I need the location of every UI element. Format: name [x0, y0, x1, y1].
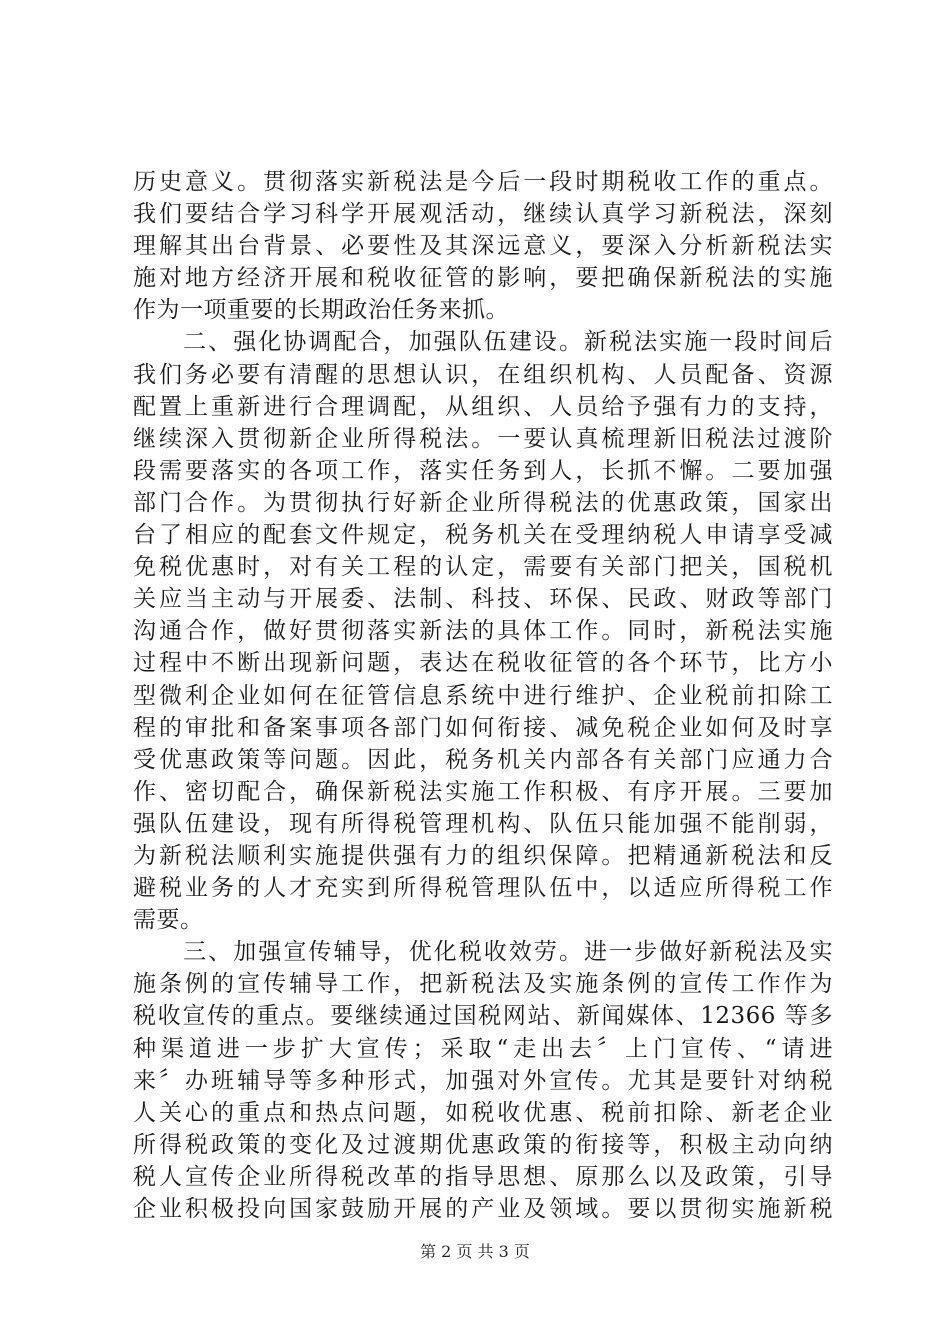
text-line: 为新税法顺利实施提供强有力的组织保障。把精通新税法和反: [133, 842, 833, 869]
text-line: 作为一项重要的长期政治任务来抓。: [133, 297, 509, 324]
text-line: 受优惠政策等问题。因此，税务机关内部各有关部门应通力合: [133, 746, 833, 773]
text-line: 所得税政策的变化及过渡期优惠政策的衔接等，积极主动向纳: [133, 1131, 833, 1158]
page-footer: 第 2 页 共 3 页: [420, 1242, 530, 1261]
text-line: 作、密切配合，确保新税法实施工作积极、有序开展。三要加: [133, 778, 833, 805]
text-line: 程的审批和备案事项各部门如何衔接、减免税企业如何及时享: [133, 714, 833, 741]
text-line: 我们要结合学习科学开展观活动，继续认真学习新税法，深刻: [133, 201, 833, 228]
text-line: 免税优惠时，对有关工程的认定，需要有关部门把关，国税机: [133, 554, 833, 581]
text-line: 企业积极投向国家鼓励开展的产业及领域。要以贯彻实施新税: [133, 1196, 833, 1222]
text-line: 我们务必要有清醒的思想认识，在组织机构、人员配备、资源: [133, 361, 833, 388]
text-line: 型微利企业如何在征管信息系统中进行维护、企业税前扣除工: [133, 682, 833, 709]
text-line: 施对地方经济开展和税收征管的影响，要把确保新税法的实施: [133, 265, 833, 292]
text-line: 历史意义。贯彻落实新税法是今后一段时期税收工作的重点。: [133, 169, 833, 195]
text-line: 税收宣传的重点。要继续通过国税网站、新闻媒体、12366 等多: [133, 1003, 833, 1030]
text-line: 继续深入贯彻新企业所得税法。一要认真梳理新旧税法过渡阶: [133, 425, 833, 452]
text-line: 三、加强宣传辅导，优化税收效劳。进一步做好新税法及实: [133, 939, 833, 966]
text-line: 人关心的重点和热点问题，如税收优惠、税前扣除、新老企业: [133, 1099, 833, 1126]
text-line: 二、强化协调配合，加强队伍建设。新税法实施一段时间后: [133, 329, 833, 356]
text-line: 沟通合作，做好贯彻落实新法的具体工作。同时，新税法实施: [133, 618, 833, 645]
text-line: 段需要落实的各项工作，落实任务到人，长抓不懈。二要加强: [133, 457, 833, 484]
text-line: 施条例的宣传辅导工作，把新税法及实施条例的宣传工作作为: [133, 971, 833, 998]
text-line: 台了相应的配套文件规定，税务机关在受理纳税人申请享受减: [133, 522, 833, 549]
text-line: 关应当主动与开展委、法制、科技、环保、民政、财政等部门: [133, 586, 833, 613]
text-line: 税人宣传企业所得税改革的指导思想、原那么以及政策，引导: [133, 1163, 833, 1190]
text-line: 部门合作。为贯彻执行好新企业所得税法的优惠政策，国家出: [133, 489, 833, 516]
text-line: 过程中不断出现新问题，表达在税收征管的各个环节，比方小: [133, 650, 833, 677]
text-line: 强队伍建设，现有所得税管理机构、队伍只能加强不能削弱，: [133, 810, 833, 837]
text-line: 种渠道进一步扩大宣传；采取“走出去〞上门宣传、“请进: [133, 1035, 833, 1062]
text-line: 避税业务的人才充实到所得税管理队伍中，以适应所得税工作: [133, 875, 833, 902]
text-line: 需要。: [133, 907, 204, 934]
text-line: 来〞办班辅导等多种形式，加强对外宣传。尤其是要针对纳税: [133, 1067, 833, 1094]
document-body: [133, 166, 833, 1225]
text-line: 配置上重新进行合理调配，从组织、人员给予强有力的支持，: [133, 393, 833, 420]
text-line: 理解其出台背景、必要性及其深远意义，要深入分析新税法实: [133, 233, 833, 260]
